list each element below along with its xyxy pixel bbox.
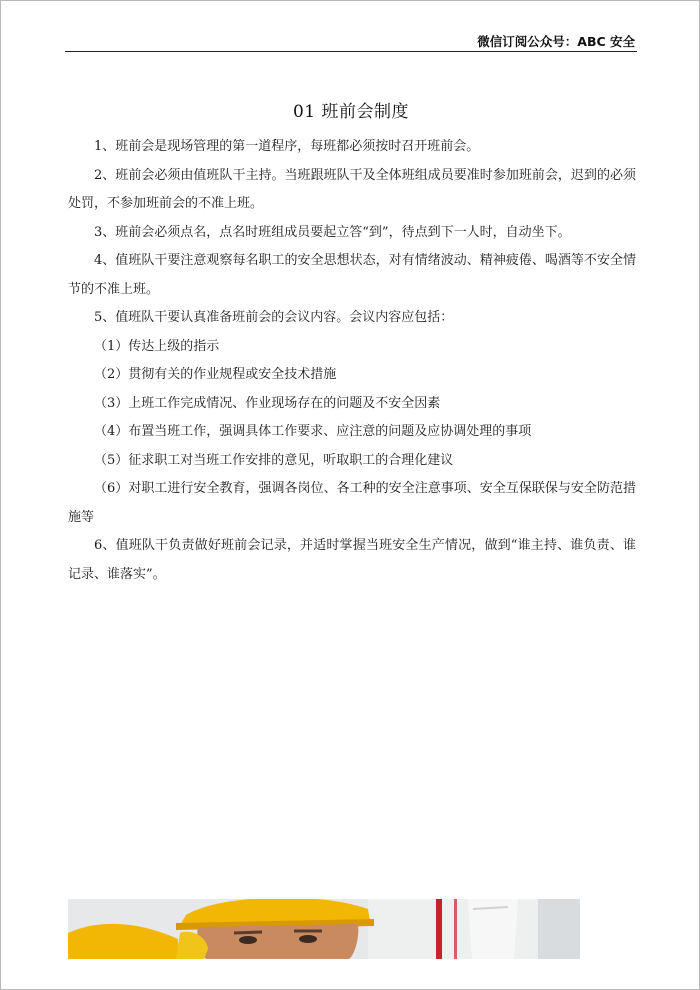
document-body — [68, 133, 636, 589]
header-divider — [65, 51, 637, 52]
list-item-3: （3）上班工作完成情况、作业现场存在的问题及不安全因素 — [94, 395, 441, 411]
worker-left-brow — [234, 932, 262, 933]
worker-left-eye — [239, 936, 257, 944]
photo-wall-edge — [538, 899, 580, 959]
list-item-6: （6）对职工进行安全教育，强调各岗位、各工种的安全注意事项、安全互保联保与安全防范措施等 — [68, 481, 636, 525]
red-pole-thin — [454, 899, 457, 959]
worker-photo — [68, 899, 580, 959]
paragraph-rule-1: 1、班前会是现场管理的第一道程序，每班都必须按时召开班前会。 — [94, 139, 480, 154]
red-pole — [436, 899, 442, 959]
worker-illustration — [68, 899, 580, 959]
paragraph-rule-4: 4、值班队干要注意观察每名职工的安全思想状态，对有情绪波动、精神疲倦、喝酒等不安全情节的不准上班。 — [68, 253, 636, 297]
worker-right-eye — [299, 935, 317, 943]
paragraph-rule-5: 5、值班队干要认真准备班前会的会议内容。会议内容应包括： — [94, 310, 454, 325]
worker-face — [197, 924, 358, 959]
header-account-label: 微信订阅公众号：ABC 安全 — [477, 34, 635, 49]
page-title: 01 班前会制度 — [292, 102, 410, 122]
paragraph-rule-2: 2、班前会必须由值班队干主持。当班跟班队干及全体班组成员要准时参加班前会，迟到的必须处罚，不参加班前会的不准上班。 — [68, 167, 636, 211]
list-item-5: （5）征求职工对当班工作安排的意见，听取职工的合理化建议 — [94, 452, 454, 468]
list-item-1: （1）传达上级的指示 — [94, 338, 220, 354]
paragraph-rule-3: 3、班前会必须点名，点名时班组成员要起立答“到”，待点到下一人时，自动坐下。 — [94, 224, 571, 240]
list-item-2: （2）贯彻有关的作业规程或安全技术措施 — [94, 367, 337, 382]
paragraph-rule-6: 6、值班队干负责做好班前会记录，并适时掌握当班安全生产情况，做到“谁主持、谁负责、谁记录、谁落实”。 — [68, 538, 636, 582]
list-item-4: （4）布置当班工作，强调具体工作要求、应注意的问题及应协调处理的事项 — [94, 424, 532, 439]
